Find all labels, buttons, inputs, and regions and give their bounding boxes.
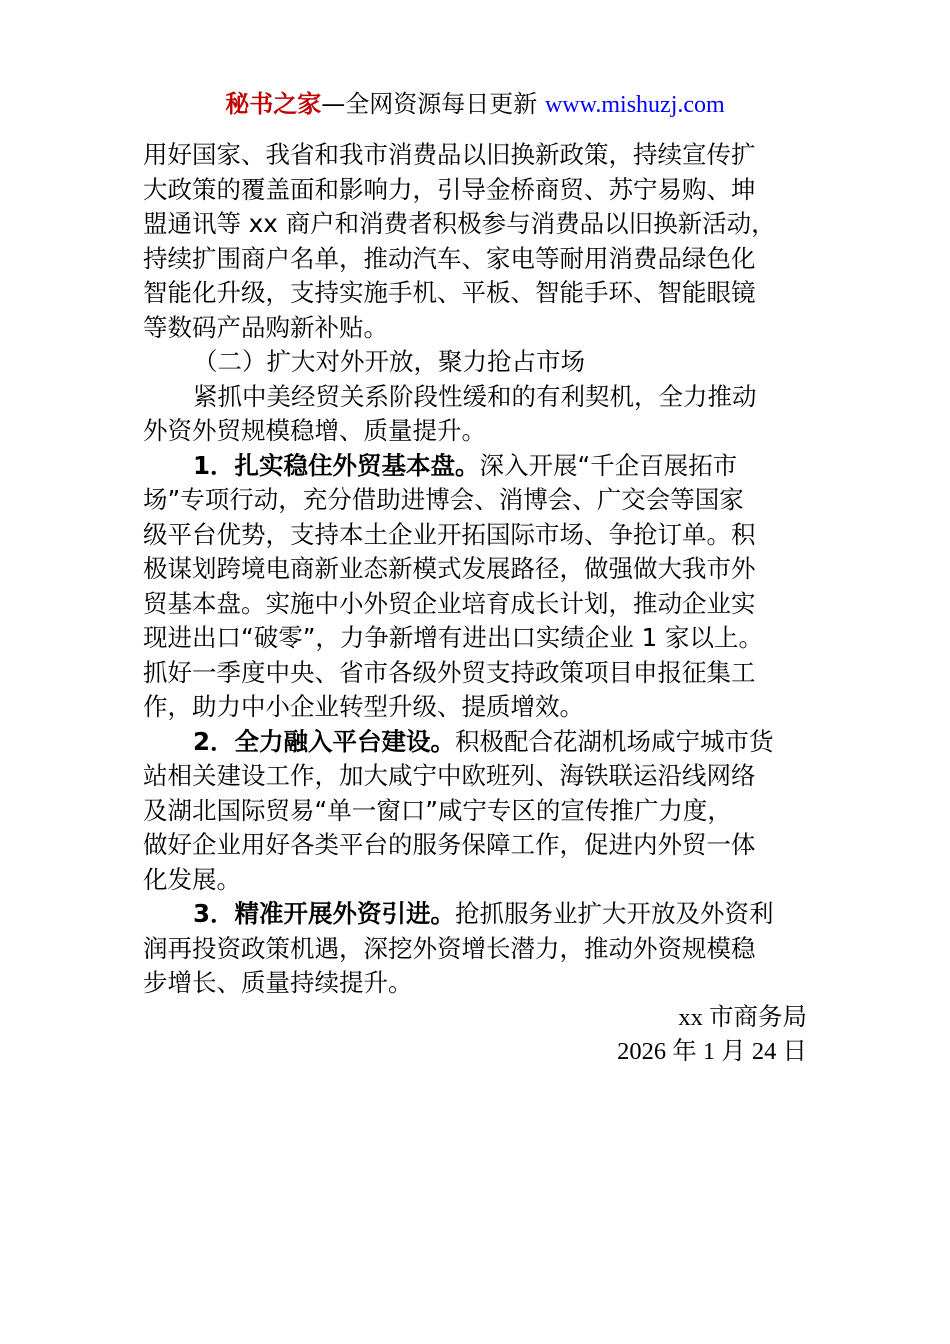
item1-title: 1．扎实稳住外贸基本盘。: [193, 450, 480, 480]
site-url-link[interactable]: www.mishuzj.com: [544, 92, 725, 118]
item1-first-line: [143, 449, 807, 484]
body-line: 抓好一季度中央、省市各级外贸支持政策项目申报征集工: [143, 657, 756, 687]
brand-name: 秘书之家: [225, 90, 322, 118]
body-line: 作，助力中小企业转型升级、提质增效。: [143, 692, 584, 721]
body-line: 大政策的覆盖面和影响力，引导金桥商贸、苏宁易购、坤: [143, 174, 756, 204]
body-line: 盟通讯等 xx 商户和消费者积极参与消费品以旧换新活动，: [143, 209, 776, 238]
body-line: 做好企业用好各类平台的服务保障工作，促进内外贸一体: [143, 830, 756, 859]
signature-date: 2026 年 1 月 24 日: [617, 1038, 807, 1065]
body-line: 润再投资政策机遇，深挖外资增长潜力，推动外资规模稳: [143, 933, 756, 963]
item1-text: 深入开展“千企百展拓市: [479, 450, 738, 480]
section-heading: （二）扩大对外开放，聚力抢占市场: [193, 347, 585, 376]
body-line: 化发展。: [143, 864, 241, 894]
body-line: 等数码产品购新补贴。: [143, 312, 388, 342]
body-line: 紧抓中美经贸关系阶段性缓和的有利契机，全力推动: [193, 381, 757, 411]
item3-title: 3．精准开展外资引进。: [193, 899, 456, 928]
body-line: 智能化升级，支持实施手机、平板、智能手环、智能眼镜: [143, 278, 756, 307]
item3-first-line: [143, 897, 807, 932]
item2-first-line: [143, 725, 807, 760]
body-line: 现进出口“破零”，力争新增有进出口实绩企业 1 家以上。: [143, 623, 764, 652]
item2-text: 积极配合花湖机场咸宁城市货: [455, 726, 774, 756]
item2-title: 2．全力融入平台建设。: [193, 726, 456, 756]
body-line: 场”专项行动，充分借助进博会、消博会、广交会等国家: [143, 485, 744, 514]
site-header: [0, 88, 950, 121]
signature-org: xx 市商务局: [678, 1003, 807, 1031]
body-line: 站相关建设工作，加大咸宁中欧班列、海铁联运沿线网络: [143, 761, 756, 790]
body-line: 步增长、质量持续提升。: [143, 968, 413, 997]
body-line: 持续扩围商户名单，推动汽车、家电等耐用消费品绿色化: [143, 243, 756, 273]
body-line: 外资外贸规模稳增、质量提升。: [143, 416, 486, 445]
document-body: [143, 138, 807, 1070]
item3-text: 抢抓服务业扩大开放及外资利: [455, 899, 774, 928]
header-tagline: —全网资源每日更新: [321, 90, 545, 118]
body-line: 极谋划跨境电商新业态新模式发展路径，做强做大我市外: [143, 554, 756, 583]
body-line: 及湖北国际贸易“单一窗口”咸宁专区的宣传推广力度，: [143, 795, 732, 825]
body-line: 用好国家、我省和我市消费品以旧换新政策，持续宣传扩: [143, 140, 756, 169]
body-line: 级平台优势，支持本土企业开拓国际市场、争抢订单。积: [143, 519, 756, 549]
body-line: 贸基本盘。实施中小外贸企业培育成长计划，推动企业实: [143, 588, 756, 618]
